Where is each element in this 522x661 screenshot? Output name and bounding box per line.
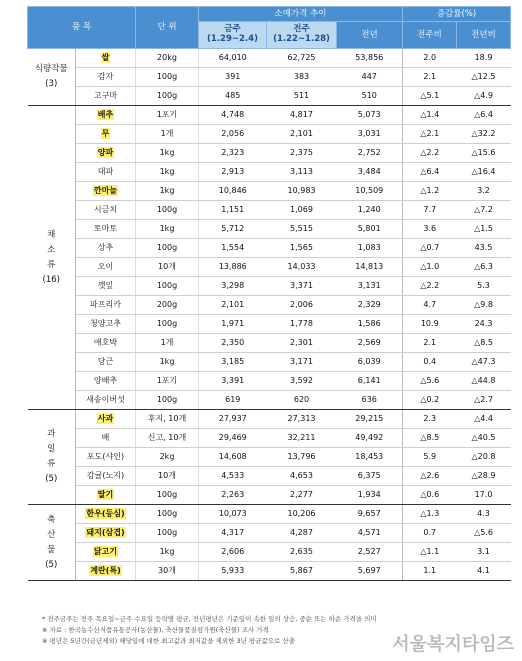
change-vs-prev-year: △2.7 [457,391,511,410]
prev-week-price: 5,515 [267,220,337,239]
prev-year-price: 6,039 [337,353,403,372]
item-name: 계란(특) [90,566,121,575]
change-vs-prev-year: △40.5 [457,429,511,448]
change-vs-prev-year: △7.2 [457,201,511,220]
unit-cell: 1kg [136,144,199,163]
unit-cell: 100g [136,277,199,296]
table-row [28,182,511,201]
prev-week-price: 1,565 [267,239,337,258]
unit-cell: 1kg [136,163,199,182]
prev-week-price: 1,778 [267,315,337,334]
category-count: (5) [45,474,58,484]
table-body [28,49,511,581]
prev-week-price: 3,592 [267,372,337,391]
change-vs-prev-year: △1.5 [457,220,511,239]
item-cell [76,334,136,353]
table-row [28,486,511,505]
item-cell [76,429,136,448]
change-vs-prev-week: △2.2 [403,144,457,163]
item-name: 한우(등심) [86,509,125,518]
table-row [28,353,511,372]
header-prev-week-label: 전주 [293,24,310,35]
change-vs-prev-week: △2.2 [403,277,457,296]
change-vs-prev-year: △5.6 [457,524,511,543]
item-cell [76,220,136,239]
prev-year-price: 9,657 [337,505,403,524]
this-week-price: 14,608 [199,448,267,467]
prev-year-price: 5,801 [337,220,403,239]
footnote: ※ 자료 : 한국농수산식품유통공사(농산물), 축산물품질평가원(축산물) 조사 가격 [42,626,269,634]
category-label: 일 [47,444,56,454]
header-prev-week [267,22,337,49]
this-week-price: 3,185 [199,353,267,372]
this-week-price: 64,010 [199,49,267,68]
item-name: 토마토 [93,224,118,233]
category-label: 식량작물 [34,64,68,74]
change-vs-prev-year: △20.8 [457,448,511,467]
prev-year-price: 2,752 [337,144,403,163]
item-name: 양배추 [93,376,118,385]
change-vs-prev-year: △15.6 [457,144,511,163]
change-vs-prev-week: 3.6 [403,220,457,239]
unit-cell: 신고, 10개 [136,429,199,448]
change-vs-prev-week: △1.0 [403,258,457,277]
this-week-price: 4,317 [199,524,267,543]
this-week-price: 13,886 [199,258,267,277]
item-cell [76,163,136,182]
change-vs-prev-year: 3.2 [457,182,511,201]
unit-cell: 100g [136,524,199,543]
table-row [28,391,511,410]
item-cell [76,448,136,467]
change-vs-prev-year: 43.5 [457,239,511,258]
prev-week-price: 14,033 [267,258,337,277]
prev-week-price: 13,796 [267,448,337,467]
this-week-price: 1,554 [199,239,267,258]
change-vs-prev-year: △4.9 [457,87,511,106]
item-cell [76,87,136,106]
change-vs-prev-week: △1.4 [403,106,457,125]
prev-week-price: 383 [267,68,337,87]
change-vs-prev-week: 10.9 [403,315,457,334]
change-vs-prev-year: △16.4 [457,163,511,182]
this-week-price: 485 [199,87,267,106]
header-price-trend: 소매가격 추이 [199,7,403,22]
item-name: 파프리카 [90,300,121,309]
unit-cell: 1포기 [136,106,199,125]
prev-week-price: 2,375 [267,144,337,163]
this-week-price: 2,913 [199,163,267,182]
unit-cell: 10개 [136,467,199,486]
this-week-price: 27,937 [199,410,267,429]
table-row [28,258,511,277]
item-name: 깻잎 [97,281,114,290]
table-header [28,7,511,49]
table-row [28,239,511,258]
this-week-price: 2,606 [199,543,267,562]
retail-price-table [27,6,511,581]
change-vs-prev-year: 17.0 [457,486,511,505]
item-name: 돼지(삼겹) [86,528,125,537]
change-vs-prev-year: △44.8 [457,372,511,391]
item-cell [76,315,136,334]
prev-year-price: 636 [337,391,403,410]
unit-cell: 100g [136,87,199,106]
item-name: 당근 [97,357,114,366]
prev-year-price: 5,073 [337,106,403,125]
change-vs-prev-week: 1.1 [403,562,457,581]
item-cell [76,486,136,505]
watermark-logo: 서울복지타임즈 [392,634,514,655]
category-label: 과 [47,429,56,439]
prev-year-price: 1,586 [337,315,403,334]
category-cell [28,410,76,505]
table-row [28,296,511,315]
table-row [28,201,511,220]
this-week-price: 4,748 [199,106,267,125]
change-vs-prev-year: △47.3 [457,353,511,372]
category-label: 물 [47,544,56,555]
category-count: (5) [45,559,58,570]
prev-week-price: 511 [267,87,337,106]
prev-year-price: 1,934 [337,486,403,505]
unit-cell: 100g [136,391,199,410]
header-prev-week-range: (1.22~1.28) [273,34,330,44]
prev-week-price: 62,725 [267,49,337,68]
change-vs-prev-year: △32.2 [457,125,511,144]
item-name: 대파 [97,167,114,176]
category-cell [28,106,76,410]
table-row [28,543,511,562]
unit-cell: 후지, 10개 [136,410,199,429]
unit-cell: 100g [136,201,199,220]
change-vs-prev-week: △0.6 [403,486,457,505]
prev-year-price: 53,856 [337,49,403,68]
table-row [28,524,511,543]
change-vs-prev-year: △6.3 [457,258,511,277]
change-vs-prev-week: 5.9 [403,448,457,467]
table-row [28,87,511,106]
table-row [28,68,511,87]
table-row [28,277,511,296]
category-label: 산 [47,529,56,540]
change-vs-prev-week: 0.4 [403,353,457,372]
item-cell [76,182,136,201]
item-cell [76,106,136,125]
item-cell [76,68,136,87]
prev-week-price: 2,277 [267,486,337,505]
this-week-price: 10,846 [199,182,267,201]
item-cell [76,505,136,524]
item-name: 딸기 [97,490,114,499]
unit-cell: 1개 [136,334,199,353]
category-label: 채 [47,229,56,240]
price-table-wrapper [27,6,510,581]
prev-week-price: 2,635 [267,543,337,562]
table-row [28,144,511,163]
prev-year-price: 1,083 [337,239,403,258]
unit-cell: 200g [136,296,199,315]
item-name: 배 [101,433,110,442]
change-vs-prev-week: 2.1 [403,68,457,87]
this-week-price: 2,056 [199,125,267,144]
category-cell [28,49,76,106]
change-vs-prev-week: △0.2 [403,391,457,410]
prev-week-price: 2,101 [267,125,337,144]
header-this-week [199,22,267,49]
item-name: 청양고추 [90,319,121,328]
table-row [28,334,511,353]
item-cell [76,277,136,296]
prev-week-price: 4,287 [267,524,337,543]
table-row [28,163,511,182]
prev-week-price: 27,313 [267,410,337,429]
category-label: 류 [47,459,56,469]
this-week-price: 5,712 [199,220,267,239]
item-name: 시금치 [93,205,118,214]
prev-week-price: 3,371 [267,277,337,296]
prev-year-price: 4,571 [337,524,403,543]
unit-cell: 2kg [136,448,199,467]
change-vs-prev-week: △5.6 [403,372,457,391]
prev-week-price: 32,211 [267,429,337,448]
item-name: 오이 [97,262,114,271]
this-week-price: 1,151 [199,201,267,220]
table-row [28,429,511,448]
item-cell [76,201,136,220]
prev-year-price: 2,569 [337,334,403,353]
item-cell [76,410,136,429]
prev-year-price: 10,509 [337,182,403,201]
change-vs-prev-week: 2.3 [403,410,457,429]
item-cell [76,524,136,543]
prev-week-price: 5,867 [267,562,337,581]
prev-year-price: 5,697 [337,562,403,581]
item-cell [76,372,136,391]
table-row [28,125,511,144]
item-name: 배추 [97,110,114,119]
change-vs-prev-week: △0.7 [403,239,457,258]
this-week-price: 619 [199,391,267,410]
table-row [28,372,511,391]
prev-year-price: 3,031 [337,125,403,144]
footnote: * 전주금주는 전주 목요일~금주 수요일 등락별 평균, 전년평년은 기준일이 속한 일의 상승, 중순 또는 하순 가격을 의미 [42,615,377,623]
prev-week-price: 10,983 [267,182,337,201]
item-cell [76,391,136,410]
this-week-price: 3,391 [199,372,267,391]
unit-cell: 1개 [136,125,199,144]
prev-year-price: 1,240 [337,201,403,220]
header-change-rate: 증감률(%) [403,7,511,22]
prev-week-price: 1,069 [267,201,337,220]
change-vs-prev-week: △6.4 [403,163,457,182]
item-cell [76,467,136,486]
table-row [28,505,511,524]
item-cell [76,144,136,163]
prev-week-price: 4,653 [267,467,337,486]
unit-cell: 100g [136,486,199,505]
this-week-price: 3,298 [199,277,267,296]
change-vs-prev-year: 4.1 [457,562,511,581]
this-week-price: 2,263 [199,486,267,505]
prev-week-price: 3,113 [267,163,337,182]
header-vs-prev-week: 전주비 [403,22,457,49]
table-row [28,315,511,334]
change-vs-prev-year: △8.5 [457,334,511,353]
change-vs-prev-week: 0.7 [403,524,457,543]
item-name: 사과 [97,414,114,423]
this-week-price: 29,469 [199,429,267,448]
item-cell [76,239,136,258]
this-week-price: 10,073 [199,505,267,524]
change-vs-prev-year: 18.9 [457,49,511,68]
category-count: (16) [42,274,60,285]
change-vs-prev-year: △4.4 [457,410,511,429]
change-vs-prev-year: 5.3 [457,277,511,296]
table-row [28,106,511,125]
item-name: 깐마늘 [93,186,118,195]
table-row [28,410,511,429]
this-week-price: 391 [199,68,267,87]
change-vs-prev-year: △9.8 [457,296,511,315]
change-vs-prev-week: △1.1 [403,543,457,562]
unit-cell: 20kg [136,49,199,68]
prev-year-price: 18,453 [337,448,403,467]
prev-year-price: 49,492 [337,429,403,448]
category-label: 류 [47,259,56,270]
prev-year-price: 447 [337,68,403,87]
prev-week-price: 4,817 [267,106,337,125]
prev-week-price: 10,206 [267,505,337,524]
table-row [28,467,511,486]
prev-year-price: 510 [337,87,403,106]
category-cell [28,505,76,581]
unit-cell: 30개 [136,562,199,581]
item-cell [76,49,136,68]
this-week-price: 5,933 [199,562,267,581]
prev-week-price: 620 [267,391,337,410]
prev-year-price: 3,131 [337,277,403,296]
prev-year-price: 14,813 [337,258,403,277]
item-cell [76,353,136,372]
change-vs-prev-week: 4.7 [403,296,457,315]
item-cell [76,258,136,277]
change-vs-prev-year: 24.3 [457,315,511,334]
change-vs-prev-week: 7.7 [403,201,457,220]
header-prev-year: 전년 [337,22,403,49]
item-name: 감자 [97,72,114,81]
this-week-price: 2,101 [199,296,267,315]
table-row [28,49,511,68]
item-name: 포도(샤인) [86,452,125,461]
item-cell [76,125,136,144]
header-item: 품 목 [28,7,136,49]
change-vs-prev-year: △12.5 [457,68,511,87]
change-vs-prev-week: △2.1 [403,125,457,144]
prev-year-price: 29,215 [337,410,403,429]
this-week-price: 2,350 [199,334,267,353]
category-count: (3) [45,79,58,89]
change-vs-prev-year: 4.3 [457,505,511,524]
header-this-week-label: 금주 [224,24,241,35]
item-name: 고구마 [93,91,118,100]
unit-cell: 10개 [136,258,199,277]
item-cell [76,543,136,562]
category-label: 소 [47,244,56,255]
unit-cell: 1kg [136,353,199,372]
unit-cell: 1kg [136,543,199,562]
prev-week-price: 2,006 [267,296,337,315]
header-unit: 단 위 [136,7,199,49]
this-week-price: 1,971 [199,315,267,334]
this-week-price: 4,533 [199,467,267,486]
table-row [28,220,511,239]
prev-week-price: 2,301 [267,334,337,353]
item-cell [76,562,136,581]
prev-week-price: 3,171 [267,353,337,372]
this-week-price: 2,323 [199,144,267,163]
unit-cell: 100g [136,68,199,87]
prev-year-price: 3,484 [337,163,403,182]
change-vs-prev-week: △1.2 [403,182,457,201]
unit-cell: 1kg [136,220,199,239]
change-vs-prev-week: △1.3 [403,505,457,524]
item-name: 양파 [97,148,114,157]
item-name: 쌀 [101,53,110,62]
unit-cell: 100g [136,315,199,334]
change-vs-prev-week: 2.0 [403,49,457,68]
unit-cell: 1kg [136,182,199,201]
change-vs-prev-week: △2.6 [403,467,457,486]
change-vs-prev-year: △28.9 [457,467,511,486]
change-vs-prev-year: 3.1 [457,543,511,562]
category-label: 축 [47,514,56,525]
change-vs-prev-week: 2.1 [403,334,457,353]
unit-cell: 100g [136,239,199,258]
unit-cell: 1포기 [136,372,199,391]
header-vs-prev-year: 전년비 [457,22,511,49]
prev-year-price: 6,141 [337,372,403,391]
footnote: ※ 평년은 5년간(금년제외) 해당일에 대한 최고값과 최저값을 제외한 3년 평균값으로 산출 [42,637,295,645]
item-name: 닭고기 [93,547,118,556]
item-cell [76,296,136,315]
header-this-week-range: (1.29~2.4) [207,34,258,44]
item-name: 상추 [97,243,114,252]
change-vs-prev-week: △8.5 [403,429,457,448]
prev-year-price: 2,527 [337,543,403,562]
item-name: 무 [101,129,110,138]
item-name: 새송이버섯 [86,395,125,404]
prev-year-price: 2,329 [337,296,403,315]
item-name: 애호박 [93,338,118,347]
item-name: 감귤(노지) [86,471,125,480]
unit-cell: 100g [136,505,199,524]
change-vs-prev-year: △6.4 [457,106,511,125]
change-vs-prev-week: △5.1 [403,87,457,106]
table-row [28,448,511,467]
table-row [28,562,511,581]
prev-year-price: 6,375 [337,467,403,486]
